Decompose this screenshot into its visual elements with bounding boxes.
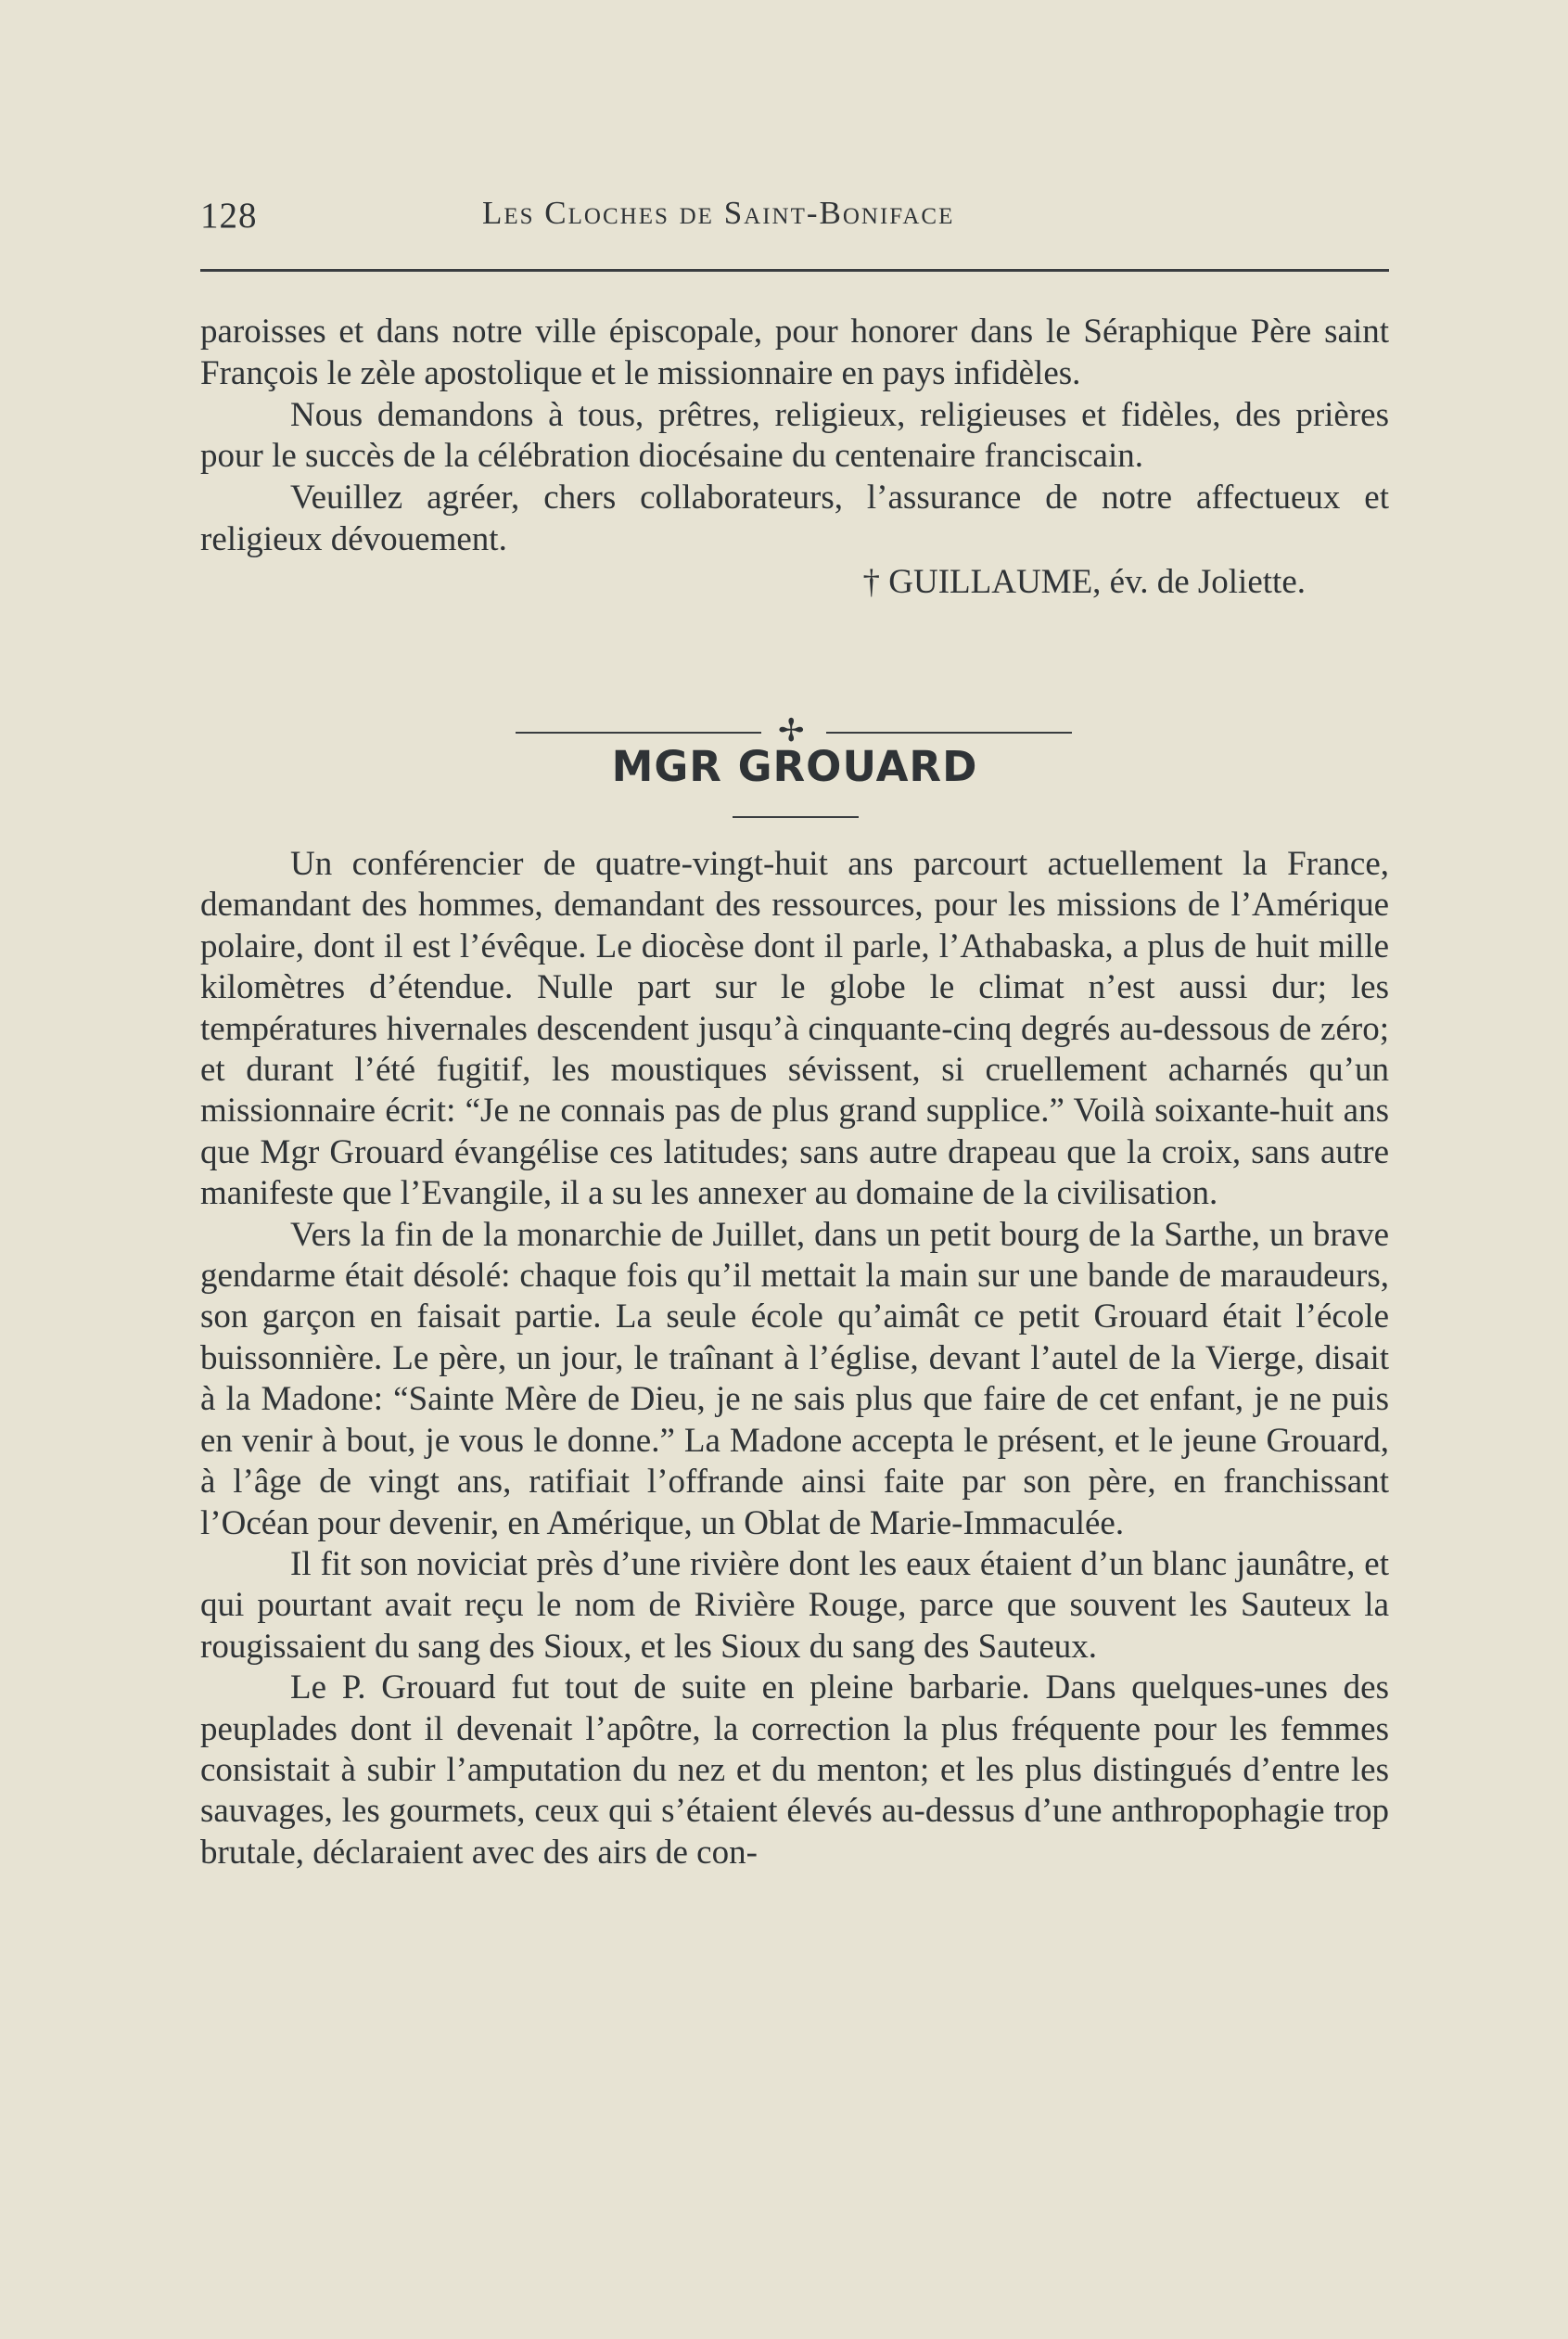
article-paragraph: Vers la fin de la monarchie de Juillet, dans un petit bourg de la Sarthe, un brave gendarme était désolé: chaque fois qu’il mettait la main sur une bande de maraudeurs, son garçon en faisait partie. La seule école qu’aimât ce petit Grouard était l’école buissonnière. Le père, un jour, le traînant à l’église, devant l’autel de la Vierge, disait à la Madone: “Sainte Mère de Dieu, je ne sais plus que faire de cet enfant, je ne puis en venir à bout, je vous le donne.” La Madone accepta le présent, et le jeune Grouard, à l’âge de vingt ans, ratifiait l’offrande ainsi faite par son père, en franchissant l’Océan pour devenir, en Amérique, un Oblat de Marie-Immaculée. [200, 1215, 1389, 1542]
divider-line-right [826, 732, 1072, 734]
section-divider [516, 712, 1072, 749]
letter-paragraph: paroisses et dans notre ville épiscopale, pour honorer dans le Séraphique Père saint François le zèle apostolique et le missionnaire en pays infidèles. [200, 313, 1389, 392]
article-paragraph: Il fit son noviciat près d’une rivière dont les eaux étaient d’un blanc jaunâtre, et qui pourtant avait reçu le nom de Rivière Rouge, parce que souvent les Sauteux la rougissaient du sang des Sioux, et les Sioux du sang des Sauteux. [200, 1544, 1389, 1666]
article-title: MGR GROUARD [611, 742, 978, 791]
letter-paragraph: Nous demandons à tous, prêtres, religieux, religieuses et fidèles, des prières pour le succès de la célébration diocésaine du centenaire franciscain. [200, 395, 1389, 476]
letter-paragraph: Veuillez agréer, chers collaborateurs, l’assurance de notre affectueux et religieux dévouement. [200, 479, 1389, 558]
article-paragraph: Le P. Grouard fut tout de suite en pleine barbarie. Dans quelques-unes des peuplades dont il devenait l’apôtre, la correction la plus fréquente pour les femmes consistait à subir l’amputation du nez et du menton; et les plus distingués d’entre les sauvages, les gourmets, ceux qui s’étaient élevés au-dessus d’une anthropophagie trop brutale, déclaraient avec des airs de con- [200, 1668, 1389, 1872]
running-title: Les Cloches de Saint-Boniface [482, 195, 955, 231]
title-rule [733, 816, 859, 818]
letter-section [200, 312, 1389, 604]
article-paragraph: Un conférencier de quatre-vingt-huit ans parcourt actuellement la France, demandant des hommes, demandant des ressources, pour les missions de l’Amérique polaire, dont il est l’évêque. Le diocèse dont il parle, l’Athabaska, a plus de huit mille kilomètres d’étendue. Nulle part sur le globe le climat n’est aussi dur; les températures hivernales descendent jusqu’à cinquante-cinq degrés au-dessous de zéro; et durant l’été fugitif, les moustiques sévissent, si cruellement acharnés qu’un missionnaire écrit: “Je ne connais pas de plus grand supplice.” Voilà soixante-huit ans que Mgr Grouard évangélise ces latitudes; sans autre drapeau que la croix, sans autre manifeste que l’Evangile, il a su les annexer au domaine de la civilisation. [200, 845, 1389, 1213]
cross-ornament-icon: ✢ [778, 712, 805, 749]
article-body [200, 844, 1389, 1873]
divider-line-left [516, 732, 761, 734]
page-number: 128 [200, 196, 258, 236]
letter-signature: † GUILLAUME, év. de Joliette. [862, 562, 1306, 601]
page-header [200, 195, 1389, 250]
header-rule [200, 269, 1389, 272]
